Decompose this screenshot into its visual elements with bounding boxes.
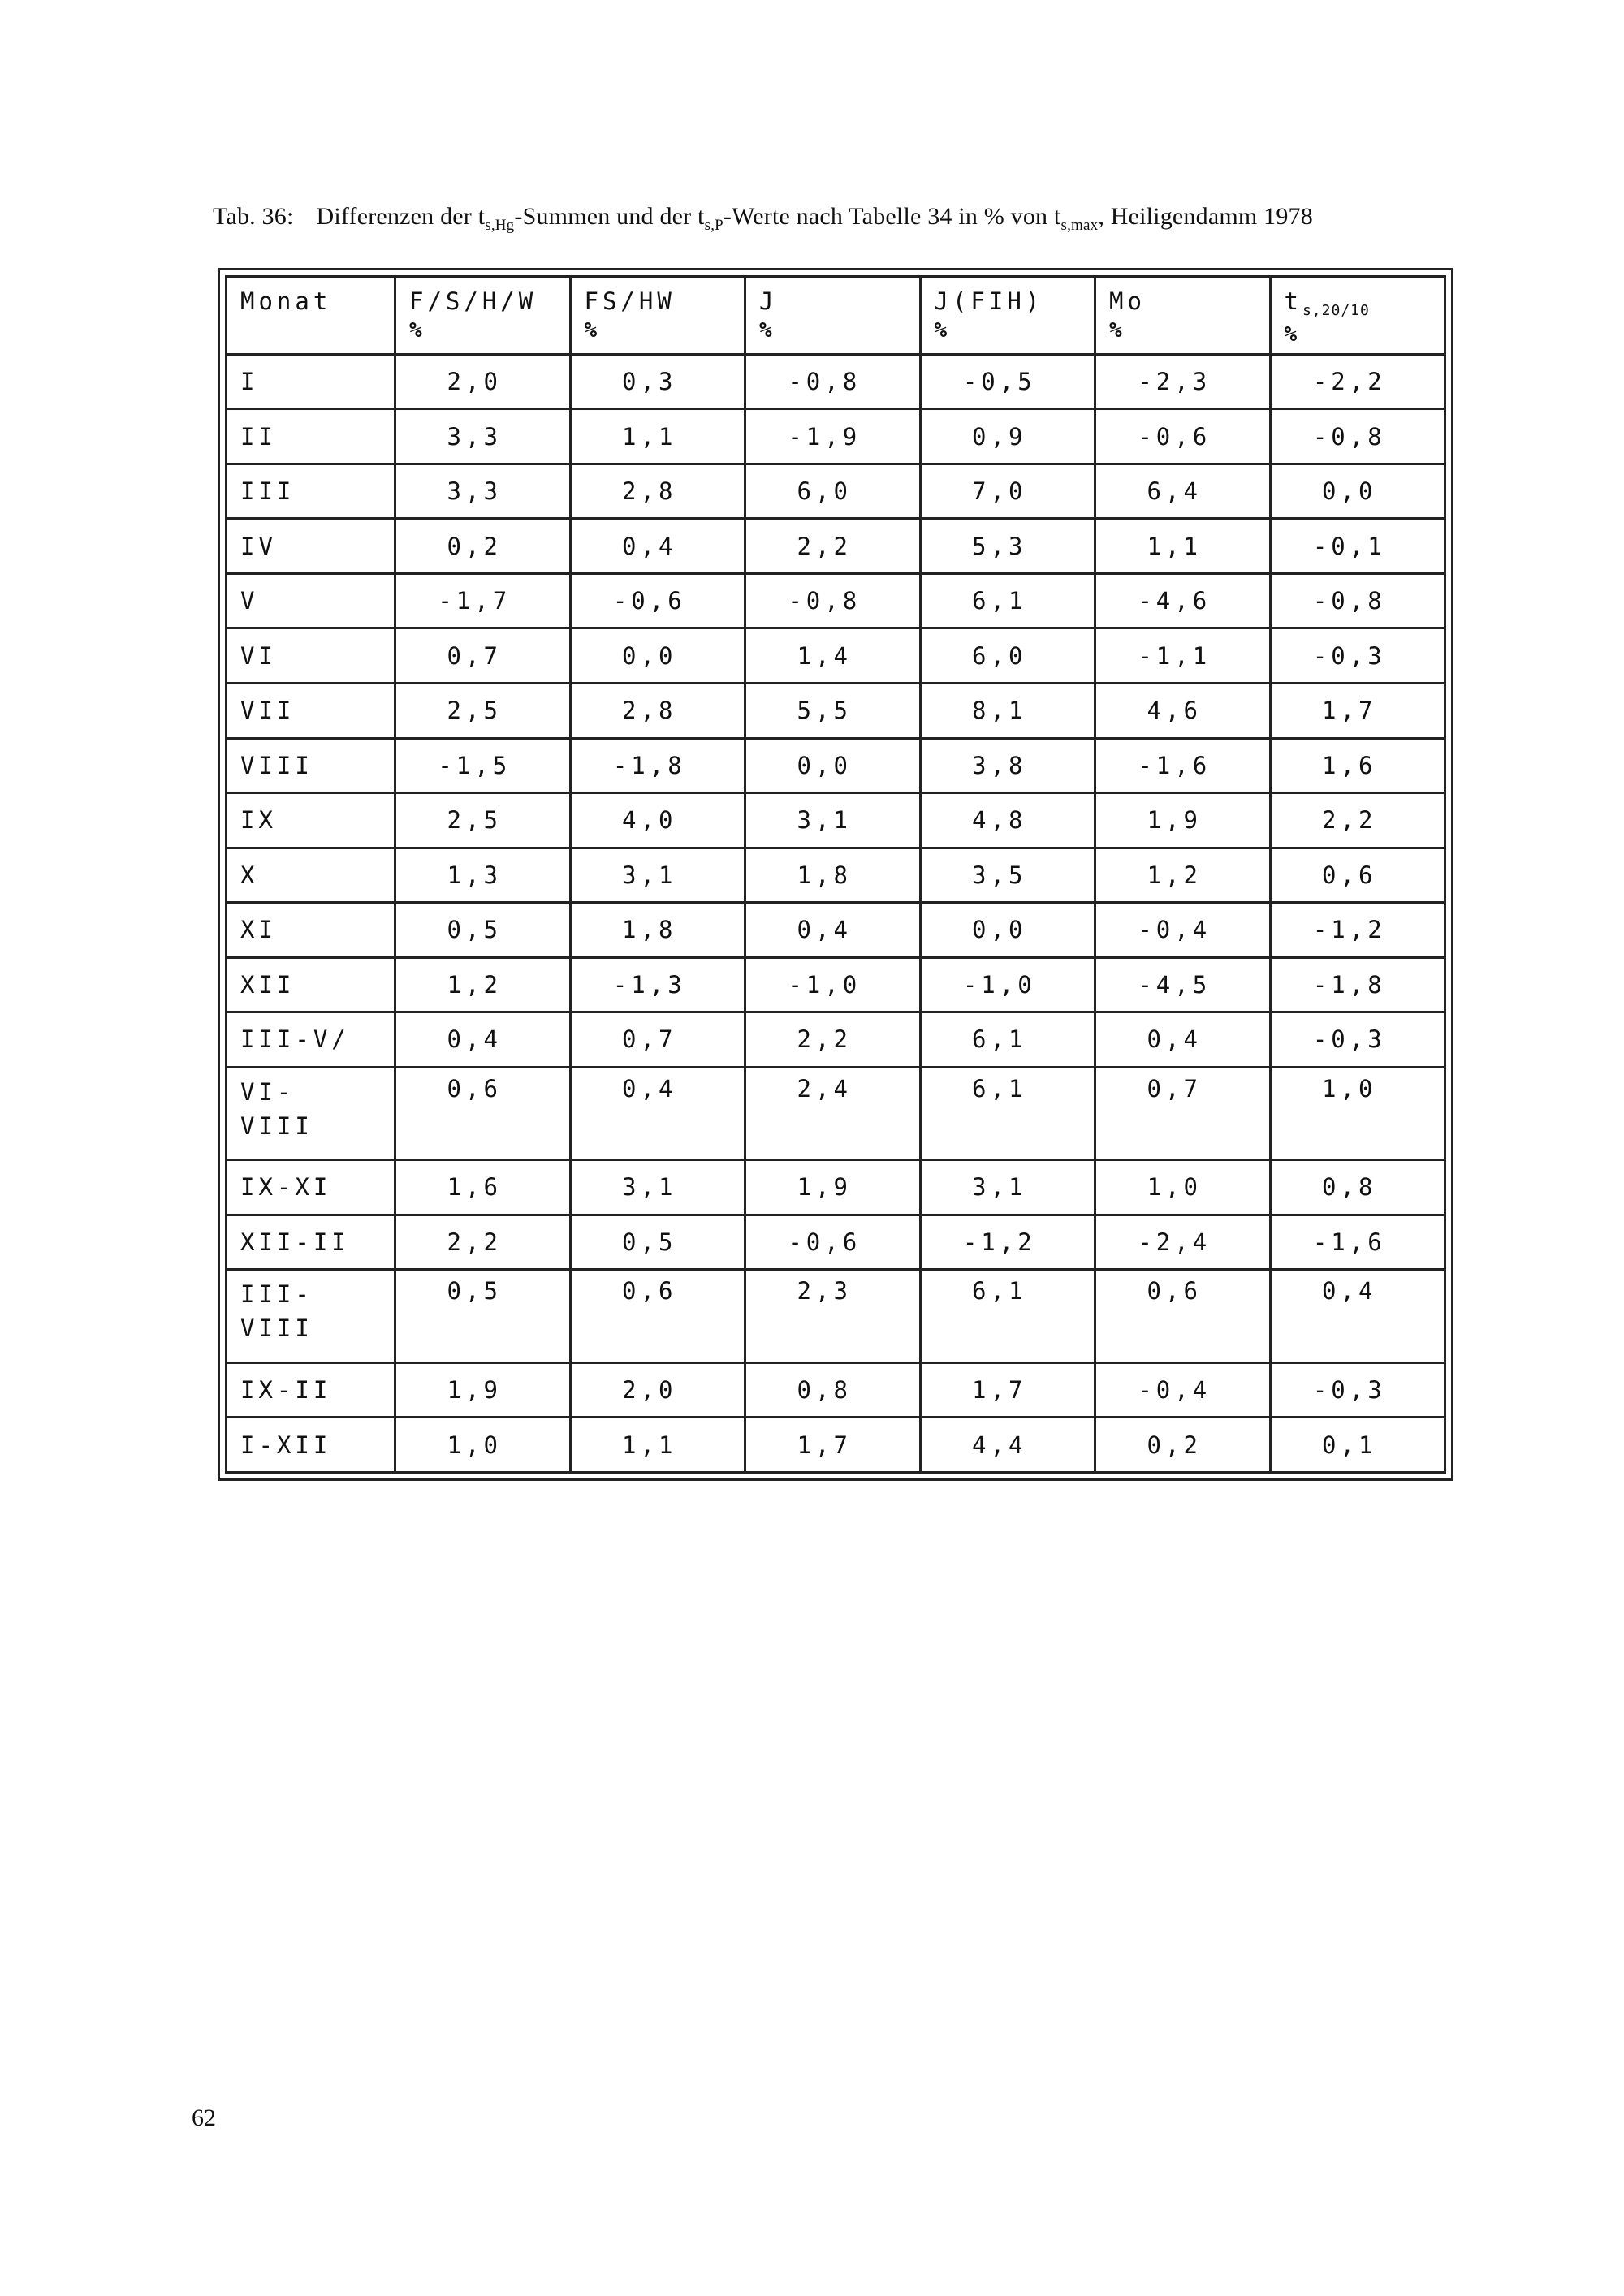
value-cell: 0,4 xyxy=(745,903,921,958)
caption-text-2: -Summen und der t xyxy=(514,203,705,230)
value-cell: 4,0 xyxy=(570,793,745,848)
month-cell: II xyxy=(227,409,395,464)
value-cell: -1,7 xyxy=(395,573,571,628)
value-cell: -1,2 xyxy=(1270,903,1445,958)
month-cell: VI- VIII xyxy=(227,1067,395,1159)
value-cell: -0,6 xyxy=(570,573,745,628)
header-label: J(FIH) xyxy=(934,287,1044,315)
value-cell: 0,6 xyxy=(570,1270,745,1362)
table-row xyxy=(227,903,1445,958)
month-cell: IX xyxy=(227,793,395,848)
value-cell: 0,0 xyxy=(570,628,745,684)
value-cell: 1,6 xyxy=(1270,738,1445,793)
value-cell: -1,2 xyxy=(920,1215,1095,1270)
table-body xyxy=(227,354,1445,1472)
caption-sub-1: s,Hg xyxy=(485,217,515,234)
value-cell: -0,6 xyxy=(745,1215,921,1270)
value-cell: 3,5 xyxy=(920,848,1095,903)
value-cell: -1,1 xyxy=(1095,628,1271,684)
value-cell: 1,8 xyxy=(570,903,745,958)
table-row xyxy=(227,683,1445,738)
value-cell: 0,3 xyxy=(570,354,745,409)
value-cell: 0,4 xyxy=(1095,1012,1271,1068)
value-cell: 5,3 xyxy=(920,519,1095,574)
value-cell: 2,2 xyxy=(1270,793,1445,848)
value-cell: -0,3 xyxy=(1270,1362,1445,1418)
page-number: 62 xyxy=(192,2104,216,2131)
value-cell: 6,4 xyxy=(1095,464,1271,519)
value-cell: -1,5 xyxy=(395,738,571,793)
table-row xyxy=(227,354,1445,409)
value-cell: 3,3 xyxy=(395,409,571,464)
value-cell: 1,7 xyxy=(920,1362,1095,1418)
value-cell: -2,3 xyxy=(1095,354,1271,409)
value-cell: 0,6 xyxy=(395,1067,571,1159)
caption-sub-3: s,max xyxy=(1060,217,1099,234)
value-cell: 3,1 xyxy=(745,793,921,848)
header-cell xyxy=(1095,277,1271,355)
value-cell: 0,5 xyxy=(570,1215,745,1270)
value-cell: 6,1 xyxy=(920,1067,1095,1159)
month-cell: XII xyxy=(227,957,395,1012)
value-cell: 1,8 xyxy=(745,848,921,903)
value-cell: 1,4 xyxy=(745,628,921,684)
value-cell: 4,4 xyxy=(920,1418,1095,1473)
value-cell: 7,0 xyxy=(920,464,1095,519)
month-cell: III xyxy=(227,464,395,519)
month-cell: IX-XI xyxy=(227,1160,395,1215)
value-cell: 0,1 xyxy=(1270,1418,1445,1473)
value-cell: 6,1 xyxy=(920,1270,1095,1362)
table-number: Tab. 36: xyxy=(213,203,294,230)
caption-text-3: -Werte nach Tabelle 34 in % von t xyxy=(723,203,1061,230)
value-cell: 2,2 xyxy=(745,519,921,574)
month-cell: IX-II xyxy=(227,1362,395,1418)
value-cell: -1,3 xyxy=(570,957,745,1012)
value-cell: 3,8 xyxy=(920,738,1095,793)
table-frame xyxy=(218,268,1453,1481)
header-cell xyxy=(920,277,1095,355)
value-cell: -0,4 xyxy=(1095,903,1271,958)
value-cell: -0,8 xyxy=(745,573,921,628)
table-row xyxy=(227,519,1445,574)
value-cell: 1,3 xyxy=(395,848,571,903)
header-label: Monat xyxy=(240,287,332,315)
header-unit: % xyxy=(1284,322,1302,347)
value-cell: 2,2 xyxy=(395,1215,571,1270)
table-row xyxy=(227,848,1445,903)
value-cell: 4,8 xyxy=(920,793,1095,848)
value-cell: -2,4 xyxy=(1095,1215,1271,1270)
value-cell: -0,8 xyxy=(1270,573,1445,628)
caption-sub-2: s,P xyxy=(704,217,723,234)
month-cell: VII xyxy=(227,683,395,738)
header-cell xyxy=(1270,277,1445,355)
month-cell: V xyxy=(227,573,395,628)
value-cell: 0,0 xyxy=(1270,464,1445,519)
value-cell: 2,0 xyxy=(570,1362,745,1418)
value-cell: 0,7 xyxy=(395,628,571,684)
value-cell: -1,6 xyxy=(1095,738,1271,793)
value-cell: 6,0 xyxy=(745,464,921,519)
table-row xyxy=(227,1215,1445,1270)
value-cell: -1,6 xyxy=(1270,1215,1445,1270)
value-cell: 8,1 xyxy=(920,683,1095,738)
header-cell xyxy=(227,277,395,355)
value-cell: 6,1 xyxy=(920,1012,1095,1068)
header-label: Mo xyxy=(1109,287,1146,315)
header-row xyxy=(227,277,1445,355)
value-cell: 0,4 xyxy=(570,1067,745,1159)
value-cell: 1,0 xyxy=(1095,1160,1271,1215)
month-cell: III- VIII xyxy=(227,1270,395,1362)
table-row xyxy=(227,464,1445,519)
month-cell: III-V/ xyxy=(227,1012,395,1068)
value-cell: -1,0 xyxy=(920,957,1095,1012)
month-cell: XII-II xyxy=(227,1215,395,1270)
value-cell: 1,9 xyxy=(395,1362,571,1418)
value-cell: 0,0 xyxy=(745,738,921,793)
value-cell: -0,4 xyxy=(1095,1362,1271,1418)
value-cell: 6,1 xyxy=(920,573,1095,628)
month-cell: X xyxy=(227,848,395,903)
value-cell: -1,9 xyxy=(745,409,921,464)
table-row xyxy=(227,1362,1445,1418)
value-cell: 0,6 xyxy=(1270,848,1445,903)
value-cell: 0,7 xyxy=(1095,1067,1271,1159)
value-cell: -0,8 xyxy=(745,354,921,409)
value-cell: 1,2 xyxy=(395,957,571,1012)
header-unit: % xyxy=(934,318,952,343)
header-label: F/S/H/W xyxy=(409,287,538,315)
value-cell: 0,8 xyxy=(745,1362,921,1418)
table-row xyxy=(227,738,1445,793)
header-cell xyxy=(745,277,921,355)
month-cell: IV xyxy=(227,519,395,574)
value-cell: 0,4 xyxy=(395,1012,571,1068)
table-row xyxy=(227,793,1445,848)
caption-text-1: Differenzen der t xyxy=(316,203,486,230)
value-cell: 1,0 xyxy=(395,1418,571,1473)
header-cell xyxy=(570,277,745,355)
table-caption xyxy=(213,203,1313,235)
value-cell: 2,5 xyxy=(395,793,571,848)
value-cell: -4,5 xyxy=(1095,957,1271,1012)
value-cell: 0,6 xyxy=(1095,1270,1271,1362)
value-cell: 1,7 xyxy=(745,1418,921,1473)
value-cell: 0,7 xyxy=(570,1012,745,1068)
table-row xyxy=(227,1418,1445,1473)
value-cell: 0,4 xyxy=(570,519,745,574)
value-cell: 1,0 xyxy=(1270,1067,1445,1159)
value-cell: -0,6 xyxy=(1095,409,1271,464)
header-unit: % xyxy=(759,318,776,343)
value-cell: 2,4 xyxy=(745,1067,921,1159)
table-row xyxy=(227,1270,1445,1362)
value-cell: 1,9 xyxy=(1095,793,1271,848)
header-unit: % xyxy=(409,318,426,343)
value-cell: -1,8 xyxy=(570,738,745,793)
value-cell: 1,7 xyxy=(1270,683,1445,738)
value-cell: 2,8 xyxy=(570,464,745,519)
value-cell: -0,8 xyxy=(1270,409,1445,464)
value-cell: 0,2 xyxy=(1095,1418,1271,1473)
value-cell: 2,8 xyxy=(570,683,745,738)
value-cell: 1,1 xyxy=(570,409,745,464)
value-cell: 0,0 xyxy=(920,903,1095,958)
value-cell: 2,3 xyxy=(745,1270,921,1362)
value-cell: 0,5 xyxy=(395,1270,571,1362)
value-cell: 3,1 xyxy=(570,1160,745,1215)
value-cell: 0,4 xyxy=(1270,1270,1445,1362)
value-cell: 2,2 xyxy=(745,1012,921,1068)
value-cell: 0,9 xyxy=(920,409,1095,464)
header-label: t xyxy=(1284,287,1302,315)
value-cell: 0,5 xyxy=(395,903,571,958)
value-cell: -2,2 xyxy=(1270,354,1445,409)
header-unit: % xyxy=(1109,318,1126,343)
value-cell: 3,1 xyxy=(570,848,745,903)
month-cell: XI xyxy=(227,903,395,958)
value-cell: 1,6 xyxy=(395,1160,571,1215)
table-row xyxy=(227,1012,1445,1068)
value-cell: 1,9 xyxy=(745,1160,921,1215)
value-cell: 0,2 xyxy=(395,519,571,574)
table-row xyxy=(227,573,1445,628)
header-cell xyxy=(395,277,571,355)
value-cell: 2,5 xyxy=(395,683,571,738)
value-cell: -1,0 xyxy=(745,957,921,1012)
value-cell: 1,2 xyxy=(1095,848,1271,903)
table-row xyxy=(227,628,1445,684)
value-cell: 4,6 xyxy=(1095,683,1271,738)
month-cell: I-XII xyxy=(227,1418,395,1473)
header-label: FS/HW xyxy=(584,287,676,315)
caption-text-4: , Heiligendamm 1978 xyxy=(1098,203,1313,230)
month-cell: VI xyxy=(227,628,395,684)
table-row xyxy=(227,409,1445,464)
value-cell: 2,0 xyxy=(395,354,571,409)
value-cell: 6,0 xyxy=(920,628,1095,684)
table-row xyxy=(227,1160,1445,1215)
header-label: J xyxy=(759,287,778,315)
header-unit: % xyxy=(584,318,602,343)
value-cell: -0,3 xyxy=(1270,1012,1445,1068)
value-cell: 1,1 xyxy=(570,1418,745,1473)
month-cell: VIII xyxy=(227,738,395,793)
value-cell: 3,3 xyxy=(395,464,571,519)
value-cell: 1,1 xyxy=(1095,519,1271,574)
value-cell: -4,6 xyxy=(1095,573,1271,628)
value-cell: -0,3 xyxy=(1270,628,1445,684)
header-label-sub: s,20/10 xyxy=(1302,301,1370,319)
data-table xyxy=(225,275,1446,1474)
value-cell: 0,8 xyxy=(1270,1160,1445,1215)
table-row xyxy=(227,957,1445,1012)
value-cell: -0,1 xyxy=(1270,519,1445,574)
month-cell: I xyxy=(227,354,395,409)
table-row xyxy=(227,1067,1445,1159)
value-cell: -0,5 xyxy=(920,354,1095,409)
value-cell: 5,5 xyxy=(745,683,921,738)
value-cell: -1,8 xyxy=(1270,957,1445,1012)
value-cell: 3,1 xyxy=(920,1160,1095,1215)
